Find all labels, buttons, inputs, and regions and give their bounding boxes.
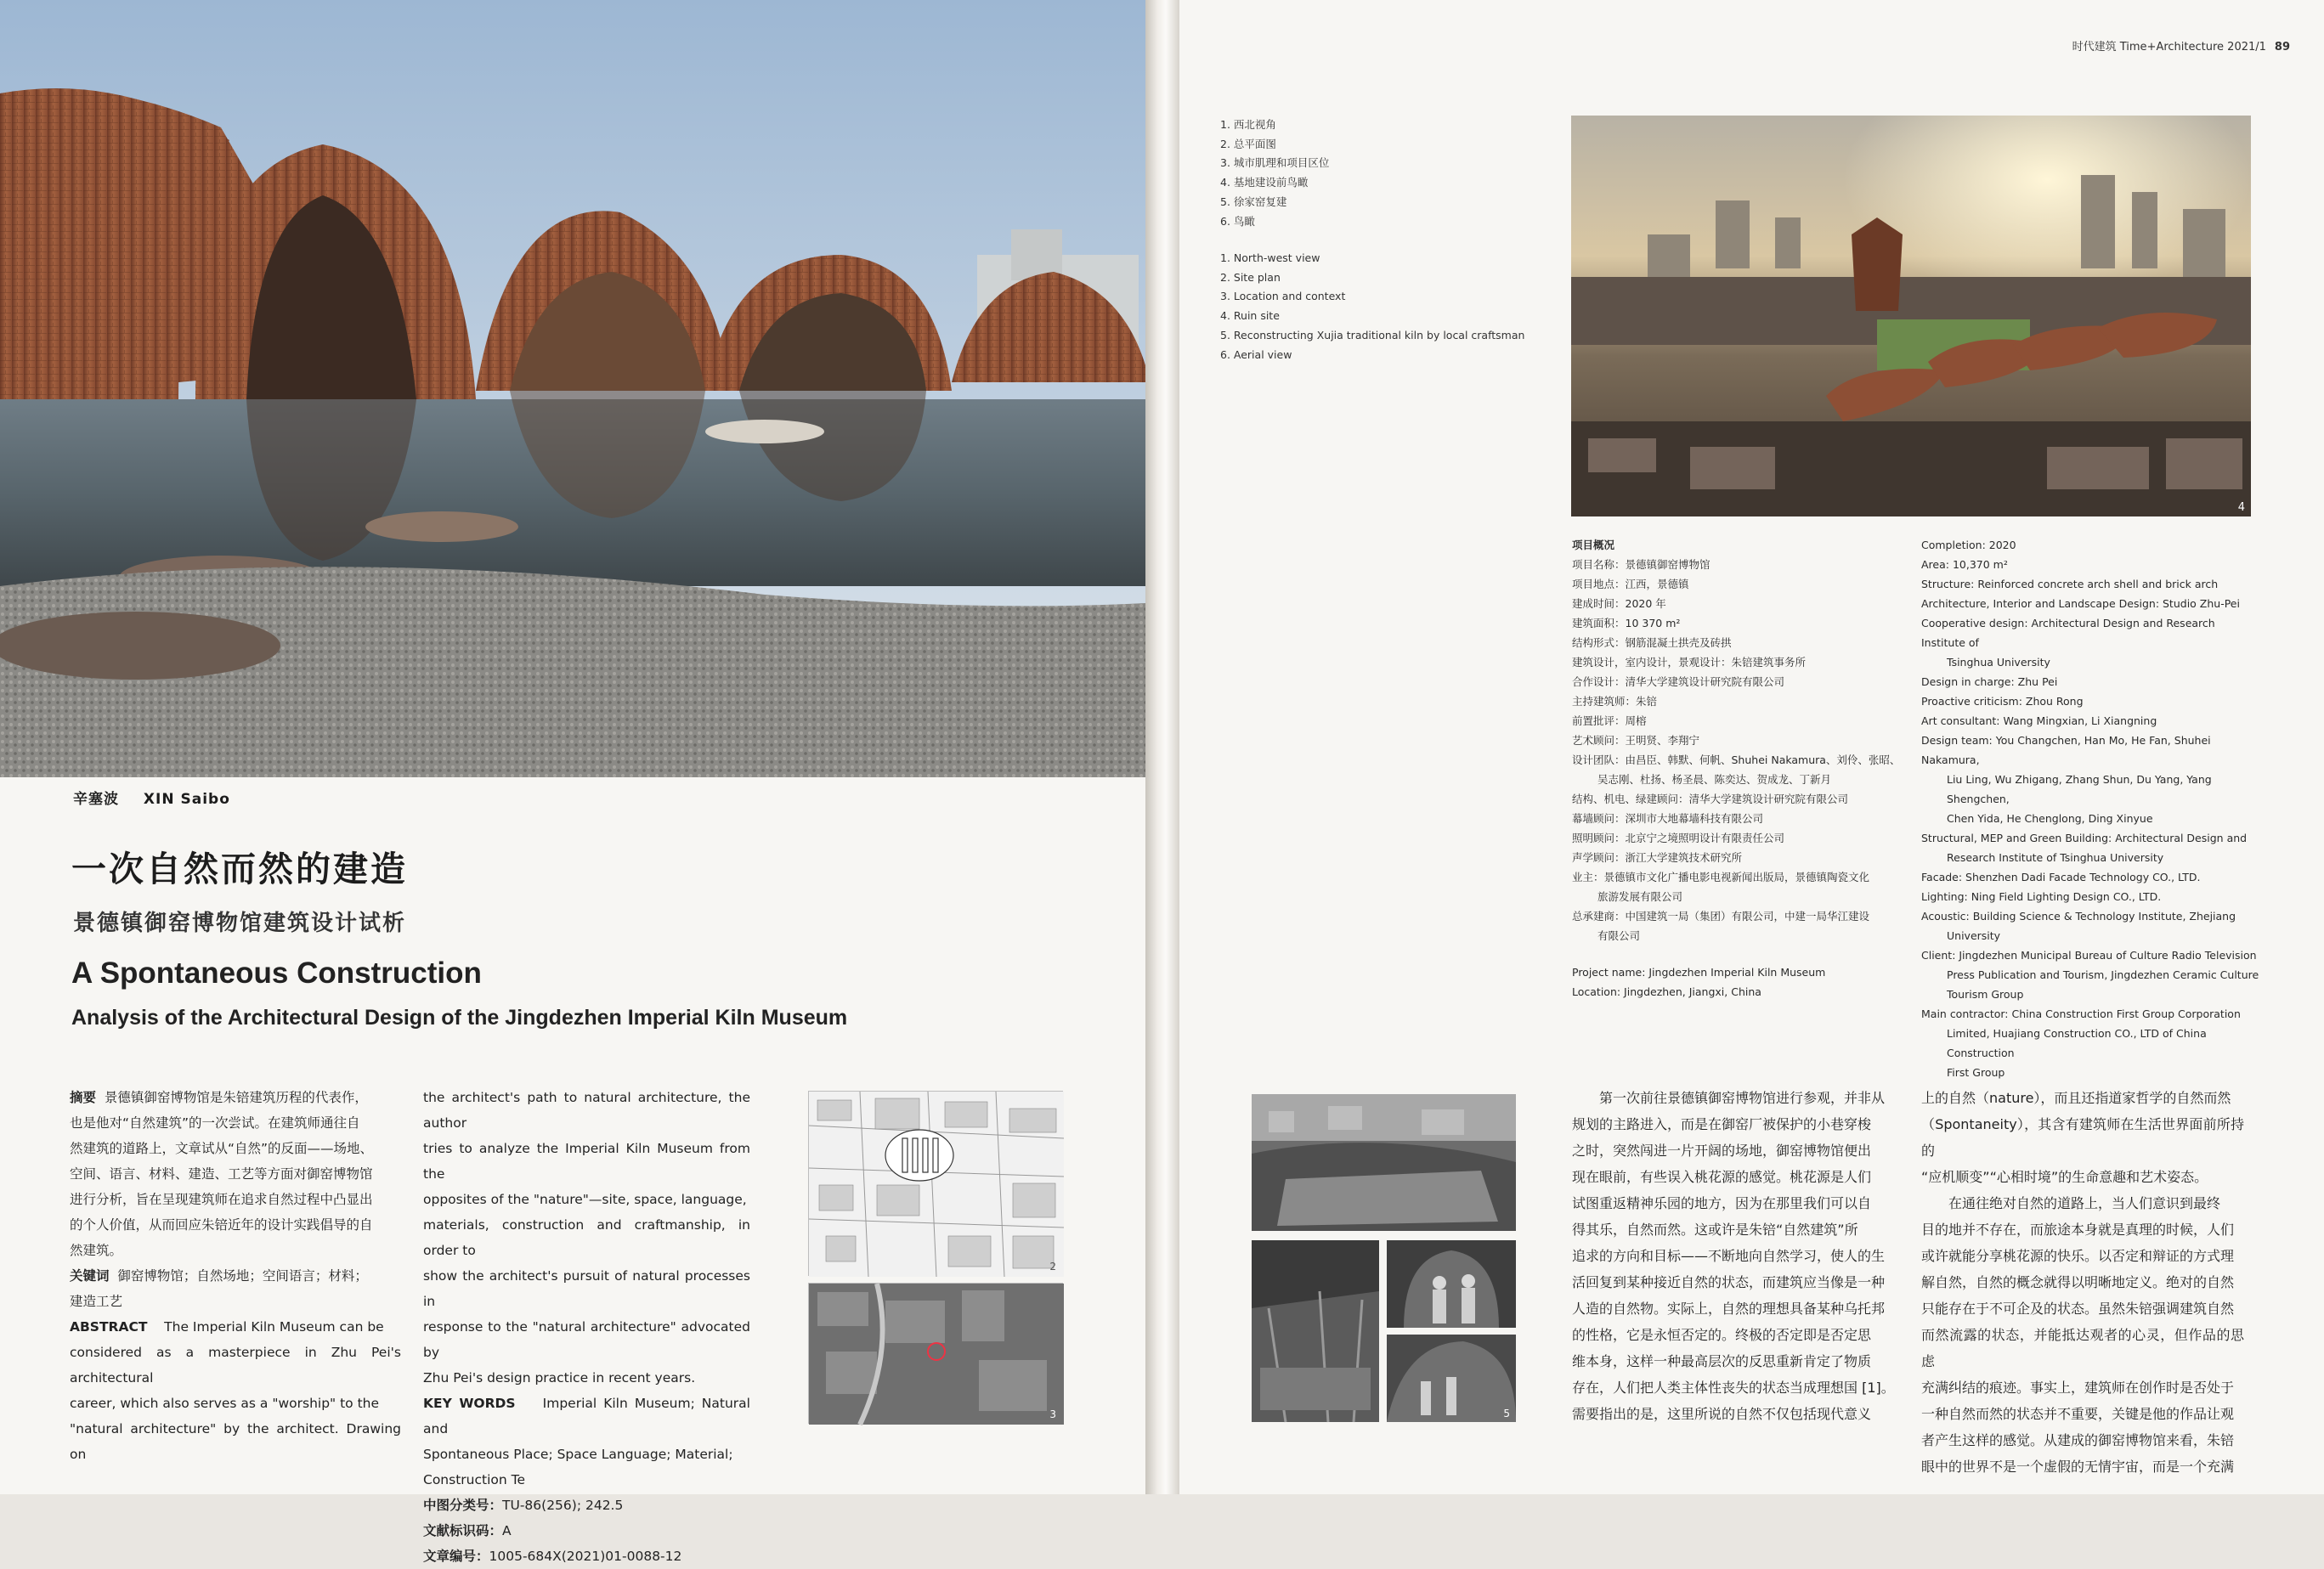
abstract-en-label: ABSTRACT [70,1319,148,1335]
author-byline [73,787,230,808]
project-info-cn-row: 前置批评：周榕 [1572,714,1647,727]
abstract-en-line: materials, construction and craftmanship, in order to [423,1217,750,1258]
abstract-column-left [70,1085,401,1467]
body-text-line: 充满纠结的痕迹。事实上，建筑师在创作时是否处于 [1921,1380,2235,1396]
caption-en: 6. Aerial view [1220,347,1292,361]
project-info-en-row: Liu Ling, Wu Zhigang, Zhang Shun, Du Yang, Yang Shengchen, [1947,773,2212,805]
location-context-figure [808,1283,1063,1424]
project-info-cn-row: 幕墙顾问：深圳市大地幕墙科技有限公司 [1572,812,1764,825]
body-text-line: 活回复到某种接近自然的状态，而建筑应当像是一种 [1572,1274,1886,1290]
abstract-cn-line: 进行分析，旨在呈现建筑师在追求自然过程中凸显出 [70,1192,373,1207]
figure-number: 4 [2237,501,2245,514]
keywords-cn-text: 御窑博物馆；自然场地；空间语言；材料； [117,1268,368,1284]
project-name-en: Project name: Jingdezhen Imperial Kiln Museum [1572,966,1826,979]
project-info-en-row: Chen Yida, He Chenglong, Ding Xinyue [1947,812,2153,825]
body-text-line: 追求的方向和目标——不断地向自然学习，使人的生 [1572,1248,1886,1264]
figure-captions-en [1220,249,1524,364]
caption-en: 5. Reconstructing Xujia traditional kiln by local craftsman [1220,328,1525,341]
abstract-en-line: tries to analyze the Imperial Kiln Museum from the [423,1141,750,1182]
project-info-en-row: University [1947,929,2001,942]
project-info-cn-rows [1572,555,1912,945]
body-text-line: 存在，人们把人类主体性丧失的状态当成理想国 [1]。 [1572,1380,1895,1396]
author-name-cn: 辛塞波 [73,791,119,808]
body-text-column-2 [1921,1085,2244,1480]
body-text-line: 第一次前往景德镇御窑博物馆进行参观，并非从 [1599,1090,1886,1106]
abstract-en-line: career, which also serves as a "worship" to the [70,1396,380,1411]
body-text-line: 者产生这样的感觉。从建成的御窑博物馆来看，朱锫 [1921,1432,2235,1448]
body-text-line: 现在眼前，有些误入桃花源的感觉。桃花源是人们 [1572,1169,1872,1185]
abstract-cn-line: 景德镇御窑博物馆是朱锫建筑历程的代表作， [104,1090,368,1105]
ruin-site-photo [1252,1094,1516,1231]
keywords-cn [70,1263,401,1314]
project-info-en-row: Lighting: Ning Field Lighting Design CO., LTD. [1921,890,2162,903]
project-info-cn-row: 项目地点：江西，景德镇 [1572,578,1689,590]
body-text-line: 之时，突然闯进一片开阔的场地，御窑博物馆便出 [1572,1143,1872,1159]
abstract-cn-label: 摘要 [70,1090,97,1105]
project-info-en-row: Completion: 2020 [1921,539,2016,551]
project-info-en-row: Structure: Reinforced concrete arch shell and brick arch [1921,578,2219,590]
caption-cn: 2. 总平面图 [1220,137,1276,150]
author-name-en: XIN Saibo [143,791,230,808]
kiln-reconstruction-photo [1252,1240,1379,1422]
abstract-cn-line: 空间、语言、材料、建造、工艺等方面对御窑博物馆 [70,1166,373,1182]
project-info-cn-row: 总承建商：中国建筑一局（集团）有限公司，中建一局华江建设 [1572,910,1870,923]
project-info-cn-row: 照明顾问：北京宁之境照明设计有限责任公司 [1572,832,1785,844]
project-info-en-row: Tourism Group [1947,988,2024,1001]
project-info-en-row: First Group [1947,1066,2005,1079]
site-plan-figure [808,1091,1063,1276]
body-text-line: 试图重返精神乐园的地方，因为在那里我们可以自 [1572,1195,1872,1211]
figure-number: 2 [1049,1261,1056,1273]
project-info-en-row: Proactive criticism: Zhou Rong [1921,695,2084,708]
project-info-en-row: Acoustic: Building Science & Technology Institute, Zhejiang [1921,910,2236,923]
abstract-en [70,1314,401,1467]
abstract-en-line: considered as a masterpiece in Zhu Pei's architectural [70,1345,401,1386]
body-text-line: 上的自然（nature），而且还指道家哲学的自然而然 [1921,1090,2231,1106]
project-info-cn-row: 吴志刚、杜扬、杨圣晨、陈奕达、贺成龙、丁新月 [1597,773,1832,786]
spine-gutter [1145,0,1179,1494]
body-text-line: 只能存在于不可企及的状态。虽然朱锫强调建筑自然 [1921,1301,2235,1317]
kiln-interior-photo [1387,1335,1516,1422]
project-info-cn-row: 声学顾问：浙江大学建筑技术研究所 [1572,851,1743,864]
project-info-en-row: Limited, Huajiang Construction CO., LTD of China Construction [1947,1027,2207,1059]
clc-value: TU-86(256); 242.5 [502,1498,624,1513]
project-info-cn-row: 建筑面积：10 370 m² [1572,617,1681,629]
hero-photo-north-west-view [0,0,1145,777]
body-text-line: 解自然，自然的概念就得以明晰地定义。绝对的自然 [1921,1274,2235,1290]
figure-number: 3 [1049,1408,1056,1420]
article-title-en: A Spontaneous Construction [71,957,482,990]
aerial-view-photo [1571,116,2251,516]
caption-en: 2. Site plan [1220,270,1281,284]
body-text-line: 在通往绝对自然的道路上，当人们意识到最终 [1948,1195,2221,1211]
body-text-line: “应机顺变”“心相时境”的生命意趣和艺术姿态。 [1921,1169,2208,1185]
project-info-cn-row: 设计团队：由昌臣、韩默、何帆、Shuhei Nakamura、刘伶、张昭、 [1572,753,1901,766]
keywords-en-line: Imperial Kiln Museum; Natural and [423,1396,750,1436]
project-info-cn-row: 建成时间：2020 年 [1572,597,1666,610]
abstract-column-middle [423,1085,750,1569]
caption-cn: 1. 西北视角 [1220,118,1276,131]
project-info-cn-row: 旅游发展有限公司 [1597,890,1683,903]
caption-cn: 3. 城市肌理和项目区位 [1220,156,1330,170]
project-info-en-name [1572,962,1912,1002]
body-text-column-1 [1572,1085,1895,1427]
keywords-en-label: KEY WORDS [423,1396,516,1411]
project-info-cn-row: 建筑设计，室内设计，景观设计：朱锫建筑事务所 [1572,656,1807,669]
body-text-line: 得其乐，自然而然。这或许是朱锫“自然建筑”所 [1572,1222,1858,1238]
project-info-cn-row: 合作设计：清华大学建筑设计研究院有限公司 [1572,675,1785,688]
project-info-en-row: Structural, MEP and Green Building: Architectural Design and [1921,832,2248,844]
project-info-cn-row: 项目名称：景德镇御窑博物馆 [1572,558,1710,571]
body-text-line: 目的地并不存在，而旅途本身就是真理的时候，人们 [1921,1222,2235,1238]
keywords-cn-text-cont: 建造工艺 [70,1294,123,1309]
right-page [1179,0,2324,1494]
project-info-en-row: Tsinghua University [1947,656,2050,669]
clc-label: 中图分类号： [423,1498,503,1513]
body-text-line: 规划的主路进入，而是在御窑厂被保护的小巷穿梭 [1572,1116,1872,1132]
body-text-line: （Spontaneity），其含有建筑师在生活世界面前所持的 [1921,1116,2244,1159]
doc-code-label: 文献标识码： [423,1523,503,1538]
caption-cn: 5. 徐家窑复建 [1220,195,1287,208]
abstract-en-line: the architect's path to natural architecture, the author [423,1090,750,1131]
journal-title: 时代建筑 Time+Architecture 2021/1 [2072,41,2266,54]
project-info-cn-row: 结构形式：钢筋混凝土拱壳及砖拱 [1572,636,1732,649]
project-info-en [1921,535,2261,1082]
article-no-value: 1005-684X(2021)01-0088-12 [489,1549,682,1564]
abstract-cn-line: 然建筑。 [70,1243,123,1258]
project-info-en-row: Facade: Shenzhen Dadi Facade Technology CO., LTD. [1921,871,2201,883]
article-subtitle-cn: 景德镇御窑博物馆建筑设计试析 [73,911,407,936]
keywords-en-line: Spontaneous Place; Space Language; Material; [423,1447,733,1462]
abstract-en-line: Zhu Pei's design practice in recent years. [423,1370,696,1386]
project-info-heading: 项目概况 [1572,539,1615,551]
article-subtitle-en: Analysis of the Architectural Design of the Jingdezhen Imperial Kiln Museum [71,1006,848,1030]
caption-en: 3. Location and context [1220,290,1346,303]
project-info-cn-row: 有限公司 [1597,929,1641,942]
body-text-line: 而然流露的状态，并能抵达观者的心灵，但作品的思虑 [1921,1327,2244,1369]
body-text-line: 需要指出的是，这里所说的自然不仅包括现代意义 [1572,1406,1872,1422]
keywords-cn-label: 关键词 [70,1268,110,1284]
figure-number: 5 [1503,1408,1510,1419]
project-info-en-row: Main contractor: China Construction First Group Corporation [1921,1007,2241,1020]
project-info-en-row: Cooperative design: Architectural Design and Research Institute of [1921,617,2215,649]
abstract-cn-line: 然建筑的道路上，文章试从“自然”的反面——场地、 [70,1141,374,1156]
body-text-line: 一种自然而然的状态并不重要，关键是他的作品让观 [1921,1406,2235,1422]
project-info-cn [1572,535,1912,945]
abstract-cn [70,1085,401,1263]
left-page [0,0,1145,1564]
caption-en: 1. North-west view [1220,251,1320,264]
abstract-en-line: "natural architecture" by the architect. Drawing on [70,1421,401,1462]
keywords-en-line: Construction Te [423,1472,525,1487]
caption-cn: 6. 鸟瞰 [1220,214,1255,228]
abstract-cn-line: 也是他对“自然建筑”的一次尝试。在建筑师通往自 [70,1115,360,1131]
page-number: 89 [2274,41,2290,54]
abstract-en-line: show the architect's pursuit of natural processes in [423,1268,750,1309]
abstract-en-line: The Imperial Kiln Museum can be [164,1319,384,1335]
project-info-en-row: Press Publication and Tourism, Jingdezhen Ceramic Culture [1947,968,2259,981]
figure-captions-cn [1220,116,1329,231]
article-title-cn: 一次自然而然的建造 [71,849,408,889]
caption-cn: 4. 基地建设前鸟瞰 [1220,176,1309,189]
project-info-cn-row: 结构、机电、绿建顾问：清华大学建筑设计研究院有限公司 [1572,793,1849,805]
project-info-en-row: Client: Jingdezhen Municipal Bureau of Culture Radio Television [1921,949,2257,962]
project-info-en-row: Architecture, Interior and Landscape Design: Studio Zhu-Pei [1921,597,2240,610]
kiln-workers-photo [1387,1240,1516,1328]
project-info-en-rows [1921,535,2261,1082]
abstract-cn-line: 的个人价值，从而回应朱锫近年的设计实践倡导的自 [70,1217,373,1233]
project-info-cn-row: 艺术顾问：王明贤、李翔宁 [1572,734,1700,747]
doc-code-value: A [502,1523,512,1538]
abstract-en-line: response to the "natural architecture" advocated by [423,1319,750,1360]
article-no-label: 文章编号： [423,1549,489,1564]
project-info-en-row: Design in charge: Zhu Pei [1921,675,2058,688]
project-info-en-row: Art consultant: Wang Mingxian, Li Xiangning [1921,714,2157,727]
body-text-line: 维本身，这样一种最高层次的反思重新肯定了物质 [1572,1353,1872,1369]
body-text-line: 的性格，它是永恒否定的。终极的否定即是否定思 [1572,1327,1872,1343]
project-info-cn-row: 业主：景德镇市文化广播电影电视新闻出版局，景德镇陶瓷文化 [1572,871,1870,883]
project-location-en: Location: Jingdezhen, Jiangxi, China [1572,985,1761,998]
project-info-cn-row: 主持建筑师：朱锫 [1572,695,1658,708]
body-text-line: 眼中的世界不是一个虚假的无情宇宙，而是一个充满 [1921,1459,2235,1475]
project-info-en-row: Research Institute of Tsinghua University [1947,851,2164,864]
project-info-en-row: Area: 10,370 m² [1921,558,2008,571]
body-text-line: 或许就能分享桃花源的快乐。以否定和辩证的方式理 [1921,1248,2235,1264]
caption-en: 4. Ruin site [1220,309,1280,323]
running-head [2072,37,2290,54]
project-info-en-row: Design team: You Changchen, Han Mo, He Fan, Shuhei Nakamura, [1921,734,2211,766]
body-text-line: 人造的自然物。实际上，自然的理想具备某种乌托邦 [1572,1301,1886,1317]
abstract-en-line: opposites of the "nature"—site, space, language, [423,1192,747,1207]
